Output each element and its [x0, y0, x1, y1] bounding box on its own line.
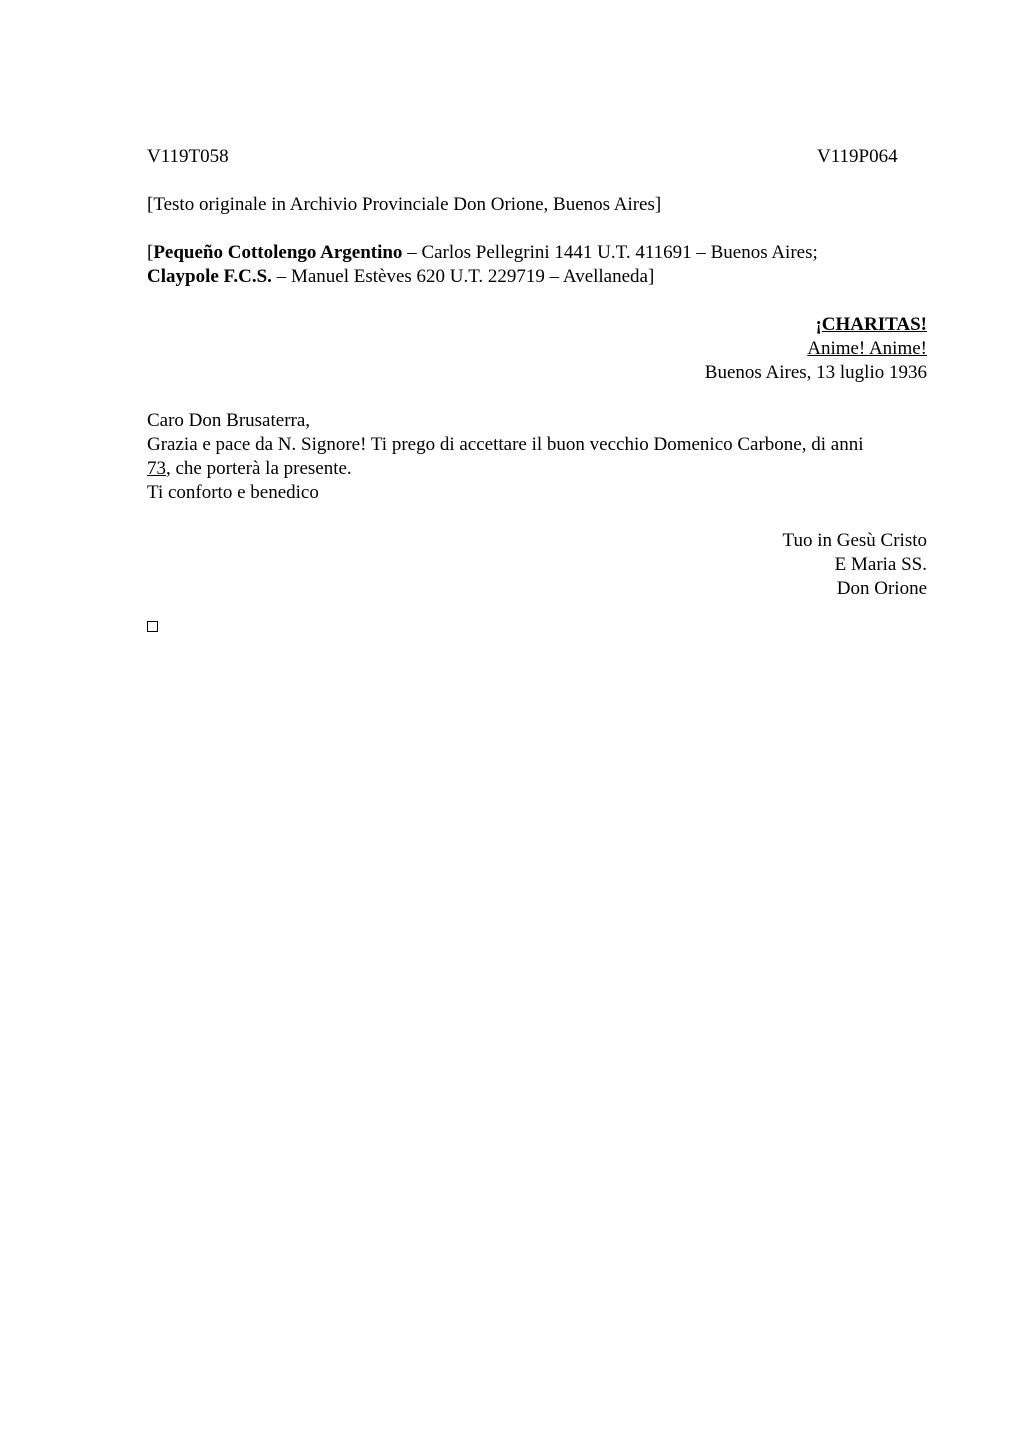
charitas-motto: ¡CHARITAS! [815, 314, 927, 335]
signature-line-2: E Maria SS. [834, 554, 927, 575]
signature-line-1: Tuo in Gesù Cristo [782, 530, 927, 551]
body-line-2 [147, 457, 927, 481]
source-note: [Testo originale in Archivio Provinciale Don Orione, Buenos Aires] [147, 194, 662, 215]
signature-block [147, 529, 927, 601]
reference-code-right: V119P064 [817, 146, 898, 167]
body-line-1: Grazia e pace da N. Signore! Ti prego di accettare il buon vecchio Domenico Carbone, di anni [147, 434, 864, 455]
body-line-2-rest: , che porterà la presente. [166, 458, 352, 479]
institution-name: Pequeño Cottolengo Argentino [153, 242, 403, 263]
motto-block [147, 313, 927, 385]
letterhead-line-1 [147, 241, 927, 265]
letterhead-line-2 [147, 265, 927, 289]
branch-name: Claypole F.C.S. [147, 266, 272, 287]
signature-name: Don Orione [836, 578, 927, 599]
anime-motto: Anime! Anime! [807, 338, 927, 359]
age-value: 73 [147, 458, 166, 479]
letterhead [147, 241, 927, 289]
institution-address: – Carlos Pellegrini 1441 U.T. 411691 – Buenos Aires; [402, 242, 818, 263]
closing-line: Ti conforto e benedico [147, 482, 319, 503]
reference-code-left: V119T058 [147, 146, 229, 167]
empty-box-icon [147, 621, 158, 632]
branch-address: – Manuel Estèves 620 U.T. 229719 – Avellaneda] [271, 266, 655, 287]
document-page [147, 145, 927, 632]
letter-body [147, 409, 927, 505]
salutation: Caro Don Brusaterra, [147, 410, 311, 431]
place-date: Buenos Aires, 13 luglio 1936 [704, 362, 927, 383]
reference-codes [147, 145, 927, 169]
bracket-open: [ [147, 242, 154, 263]
